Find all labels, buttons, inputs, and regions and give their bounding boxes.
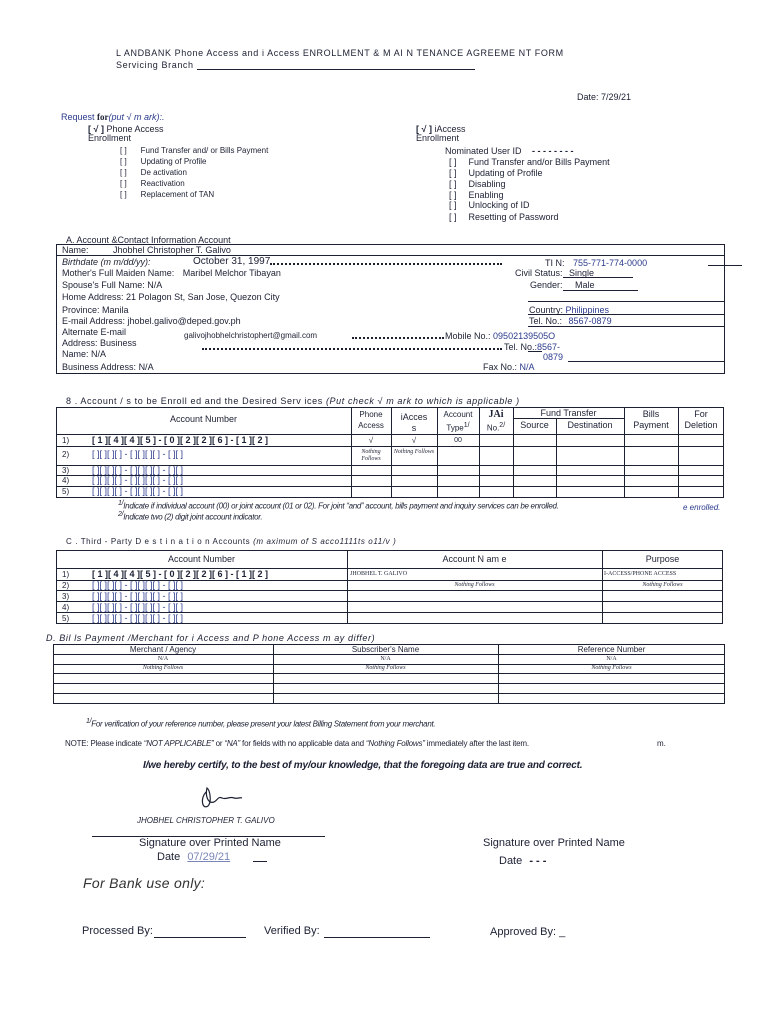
account-number-input[interactable]: [ ][ ][ ][ ] - [ ][ ][ ][ ] - [ ][ ] [92, 465, 184, 475]
certification-statement: I/we hereby certify, to the best of my/our knowledge, that the foregoing data are true and correct. [143, 760, 583, 771]
alt-email-label: Alternate E-mail Address: Business Name: N/A [62, 327, 137, 359]
civil-status-line [563, 277, 633, 278]
col-jai-no: JAi No.$^{2/}$ [486, 409, 506, 433]
date-field-right: Date - - - [499, 855, 547, 867]
phone-access-checkbox[interactable]: [ √ ] Phone Access [88, 124, 164, 134]
table-row-num: 1) [62, 570, 70, 579]
section-a-title: A. Account &Contact Information Account [66, 235, 231, 245]
country-field: Country: Philippines [529, 305, 610, 315]
phone-access-title: Enrollment [88, 133, 132, 143]
nothing-follows: Nothing Follows [361, 449, 381, 462]
tel-line [528, 326, 725, 327]
col-purpose: Purpose [645, 554, 680, 564]
signature-mark [196, 784, 244, 814]
tin-tail-line [708, 265, 742, 266]
merchant-value: N/A [157, 656, 169, 662]
gender-line [528, 301, 725, 302]
alt-email-value: galivojhobhelchristophert@gmail.com [184, 331, 318, 340]
table-row-num: 3) [62, 592, 70, 601]
table-row-num: 4) [62, 603, 70, 612]
section-b-note-1: $^{1/}$Indicate if individual account (00) or joint account (01 or 02). For joint “and” account, bills payment and inquiry services can be enrolled. [118, 500, 559, 511]
col-for-deletion: For Deletion [684, 409, 718, 430]
subscriber-value: N/A [380, 656, 391, 662]
table-row-num: 1) [62, 436, 70, 445]
mobile-field: Mobile No.: 09502139505O [445, 331, 556, 341]
table-row-num: 3) [62, 466, 70, 475]
province-field: Province: Manila [62, 305, 129, 315]
iaccess-title: Enrollment [416, 133, 460, 143]
name-field: Name: Jhobhel Christopher T. Galivo [62, 245, 231, 255]
table-row-num: 5) [62, 614, 70, 623]
bank-use-title: For Bank use only: [83, 875, 206, 891]
col-source: Source [520, 420, 549, 430]
birthdate-label: Birthdate (m m/dd/yy): [62, 257, 151, 267]
table-row-num: 2) [62, 450, 70, 459]
phone-option[interactable]: [ ] Fund Transfer and/ or Bills Payment [120, 146, 269, 155]
request-label: Request for(put √ m ark):. [61, 112, 165, 122]
col-account-number: Account Number [167, 554, 236, 564]
date-label: Date: [577, 92, 599, 102]
verified-by-line[interactable] [324, 937, 430, 938]
processed-by-line[interactable] [154, 937, 246, 938]
birthdate-value: October 31, 1997 [193, 256, 271, 267]
date-tail-line [253, 861, 267, 862]
iaccess-option[interactable]: [ ] Unlocking of ID [449, 200, 530, 210]
account-number-input[interactable]: [ ][ ][ ][ ] - [ ][ ][ ][ ] - [ ][ ] [92, 580, 184, 590]
section-a-divider [56, 255, 725, 256]
phone-option[interactable]: [ ] Replacement of TAN [120, 190, 215, 199]
col-iaccess: iAcces s [400, 412, 428, 433]
account-number-input[interactable]: [ 1 ][ 4 ][ 4 ][ 5 ] - [ 0 ][ 2 ][ 2 ][ 6 ] - [ 1 ][ 2 ] [92, 435, 269, 445]
nominated-user-id: Nominated User ID - - - - - - - - [445, 146, 574, 156]
col-merchant: Merchant / Agency [129, 645, 197, 654]
country-line [528, 314, 725, 315]
table-row-num: 5) [62, 487, 70, 496]
account-number-input[interactable]: [ ][ ][ ][ ] - [ ][ ][ ][ ] - [ ][ ] [92, 475, 184, 485]
processed-by-label: Processed By: [82, 925, 153, 937]
section-d-title: D. Bil ls Payment /Merchant for i Access and P hone Access m ay differ) [46, 633, 376, 643]
date-value: 7/29/21 [601, 92, 632, 102]
col-destination: Destination [567, 420, 613, 430]
date-field [577, 92, 631, 102]
iaccess-option[interactable]: [ ] Updating of Profile [449, 168, 543, 178]
iaccess-option[interactable]: [ ] Disabling [449, 179, 506, 189]
note-text: NOTE: Please indicate “NOT APPLICABLE” or “NA” for fields with no applicable data and “Nothing Follows” immediately after the last item. [65, 739, 529, 748]
nothing-follows: Nothing Follows [642, 582, 683, 588]
col-subscriber: Subscriber's Name [351, 645, 420, 654]
gender-underline [563, 290, 638, 291]
tel-field: Tel. No.: 8567-0879 [529, 316, 612, 326]
col-account-name: Account N am e [442, 554, 507, 564]
gender-field: Gender: Male [530, 280, 595, 290]
approved-by-label: Approved By: _ [490, 926, 566, 938]
printed-name: JHOBHEL CHRISTOPHER T. GALIVO [137, 816, 275, 825]
form-title: L ANDBANK Phone Access and i Access ENROLLMENT & M AI N TENANCE AGREEME NT FORM [116, 48, 564, 58]
spouse-field: Spouse's Full Name: N/A [62, 280, 163, 290]
account-number-input[interactable]: [ ][ ][ ][ ] - [ ][ ][ ][ ] - [ ][ ] [92, 591, 184, 601]
reference-footnote: $^{1/}$For verification of your reference number, please present your latest Billing Statement from your merchant. [86, 718, 436, 729]
account-name-value: JHOBHEL T. GALIVO [350, 571, 408, 577]
tin-field: TI N: 755-771-774-0000 [545, 258, 648, 268]
col-phone-access: Phone Access [358, 410, 384, 430]
signature-label-left: Signature over Printed Name [139, 837, 281, 849]
servicing-branch-label: Servicing Branch [116, 60, 194, 70]
nothing-follows: Nothing Follows [454, 582, 495, 588]
account-number-input[interactable]: [ 1 ][ 4 ][ 4 ][ 5 ] - [ 0 ][ 2 ][ 2 ][ 6 ] - [ 1 ][ 2 ] [92, 569, 269, 579]
col-reference: Reference Number [577, 645, 646, 654]
nothing-follows: Nothing Follows [393, 449, 435, 455]
nothing-follows: Nothing Follows [591, 665, 632, 671]
section-b-title: 8 . Account / s to be Enroll ed and the Desired Serv ices (Put check √ m ark to which is applicable ) [66, 396, 520, 406]
section-b-note-tail: e enrolled. [683, 503, 721, 512]
fax-field: Fax No.: N/A [483, 362, 535, 372]
servicing-branch-line [197, 69, 475, 70]
business-address-field: Business Address: N/A [62, 362, 154, 372]
birthdate-dots [270, 263, 502, 265]
phone-access-mark: √ [368, 436, 374, 445]
tel2-line [568, 361, 725, 362]
purpose-value: I-ACCESS/PHONE ACCESS [604, 571, 677, 577]
account-number-input[interactable]: [ ][ ][ ][ ] - [ ][ ][ ][ ] - [ ][ ] [92, 486, 184, 496]
phone-option[interactable]: [ ] Updating of Profile [120, 157, 207, 166]
home-address-field: Home Address: 21 Polagon St, San Jose, Quezon City [62, 292, 280, 302]
civil-status-field: Civil Status: Single [515, 268, 595, 278]
mother-field: Mother's Full Maiden Name: Maribel Melchor Tibayan [62, 268, 281, 278]
col-account-type: Account Type$^{1/}$ [443, 410, 473, 433]
note-tail: m. [657, 739, 666, 748]
nothing-follows: Nothing Follows [365, 665, 406, 671]
reference-value: N/A [606, 656, 617, 662]
tel2-continued: 0879 [543, 352, 564, 362]
phone-option[interactable]: [ ] Reactivation [120, 179, 185, 188]
account-type-value: 00 [454, 437, 462, 444]
table-row-num: 2) [62, 581, 70, 590]
business-dots [202, 348, 502, 350]
email-field: E-mail Address: jhobel.galivo@deped.gov.ph [62, 316, 241, 326]
nothing-follows: Nothing Follows [142, 665, 184, 671]
iaccess-checkbox[interactable]: [ √ ] iAccess [416, 124, 466, 134]
section-b-note-2: $^{2/}$Indicate two (2) digit joint account indicator. [118, 511, 263, 522]
table-row-num: 4) [62, 476, 70, 485]
col-bills-payment: Bills Payment [633, 409, 669, 430]
col-account-number: Account Number [169, 414, 238, 424]
tel2-short-line [528, 351, 542, 352]
iaccess-option[interactable]: [ ] Fund Transfer and/or Bills Payment [449, 157, 610, 167]
iaccess-option[interactable]: [ ] Resetting of Password [449, 212, 559, 222]
col-fund-transfer: Fund Transfer [540, 408, 597, 418]
alt-email-dots [352, 337, 444, 339]
verified-by-label: Verified By: [264, 925, 320, 937]
section-c-title: C . Third - Party D e s t i n a t i o n Accounts (m aximum of S acco1111ts o11/v ) [66, 537, 397, 546]
iaccess-option[interactable]: [ ] Enabling [449, 190, 504, 200]
iaccess-mark: √ [411, 436, 417, 445]
account-number-input[interactable]: [ ][ ][ ][ ] - [ ][ ][ ][ ] - [ ][ ] [92, 449, 184, 459]
account-number-input[interactable]: [ ][ ][ ][ ] - [ ][ ][ ][ ] - [ ][ ] [92, 602, 184, 612]
account-number-input[interactable]: [ ][ ][ ][ ] - [ ][ ][ ][ ] - [ ][ ] [92, 613, 184, 623]
tel2-field: Tel. No.:8567- [504, 342, 561, 352]
phone-option[interactable]: [ ] De activation [120, 168, 187, 177]
date-field-left: Date 07/29/21 [157, 851, 231, 863]
signature-label-right: Signature over Printed Name [483, 837, 625, 849]
